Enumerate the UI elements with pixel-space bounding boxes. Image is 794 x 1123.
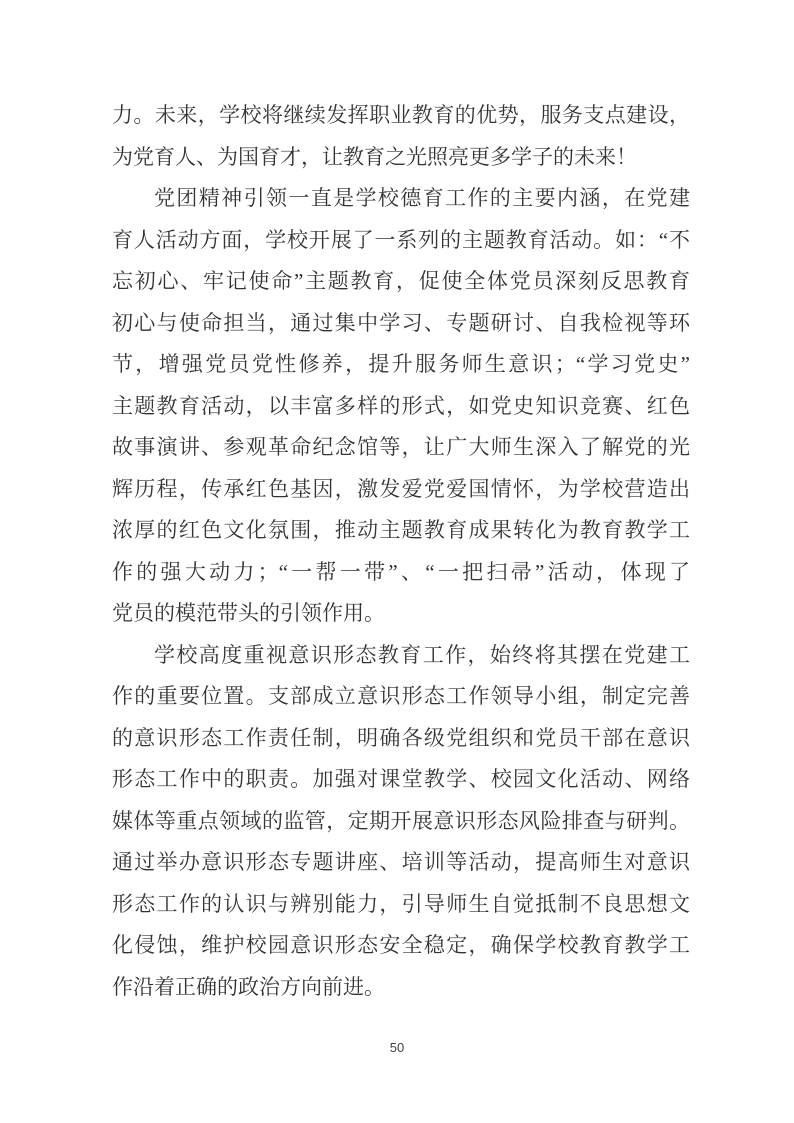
document-body <box>112 95 690 1008</box>
text-line: 为党育人、为国育才，让教育之光照亮更多学子的未来！ <box>112 144 637 169</box>
text-line: 作的重要位置。支部成立意识形态工作领导小组，制定完善 <box>112 684 690 708</box>
paragraph-2 <box>112 178 690 635</box>
text-line: 主题教育活动，以丰富多样的形式，如党史知识竞赛、红色 <box>112 393 690 418</box>
text-line: 党团精神引领一直是学校德育工作的主要内涵，在党建 <box>154 186 690 210</box>
text-line: 作的强大动力；“一帮一带”、“一把扫帚”活动，体现了 <box>112 559 690 584</box>
text-line: 形态工作的认识与辨别能力，引导师生自觉抵制不良思想文 <box>112 891 690 916</box>
text-line: 辉历程，传承红色基因，激发爱党爱国情怀，为学校营造出 <box>112 476 690 501</box>
text-line: 学校高度重视意识形态教育工作，始终将其摆在党建工 <box>154 642 690 667</box>
text-line: 忘初心、牢记使命”主题教育，促使全体党员深刻反思教育 <box>112 269 690 293</box>
text-line: 党员的模范带头的引领作用。 <box>112 601 385 625</box>
page-number: 50 <box>389 1040 405 1055</box>
text-line: 初心与使命担当，通过集中学习、专题研讨、自我检视等环 <box>112 310 690 335</box>
text-line: 媒体等重点领域的监管，定期开展意识形态风险排查与研判。 <box>112 808 690 833</box>
paragraph-3 <box>112 635 690 1009</box>
text-line: 育人活动方面，学校开展了一系列的主题教育活动。如：“不 <box>112 227 690 252</box>
text-line: 的意识形态工作责任制，明确各级党组织和党员干部在意识 <box>112 725 690 750</box>
text-line: 形态工作中的职责。加强对课堂教学、校园文化活动、网络 <box>112 767 690 791</box>
text-line: 浓厚的红色文化氛围，推动主题教育成果转化为教育教学工 <box>112 518 690 542</box>
paragraph-1 <box>112 95 690 178</box>
text-line: 节，增强党员党性修养，提升服务师生意识；“学习党史” <box>112 352 690 376</box>
text-line: 力。未来，学校将继续发挥职业教育的优势，服务支点建设， <box>112 103 690 127</box>
text-line: 化侵蚀，维护校园意识形态安全稳定，确保学校教育教学工 <box>112 933 690 957</box>
text-line: 作沿着正确的政治方向前进。 <box>112 974 385 999</box>
text-line: 故事演讲、参观革命纪念馆等，让广大师生深入了解党的光 <box>112 435 690 459</box>
text-line: 通过举办意识形态专题讲座、培训等活动，提高师生对意识 <box>112 850 690 874</box>
